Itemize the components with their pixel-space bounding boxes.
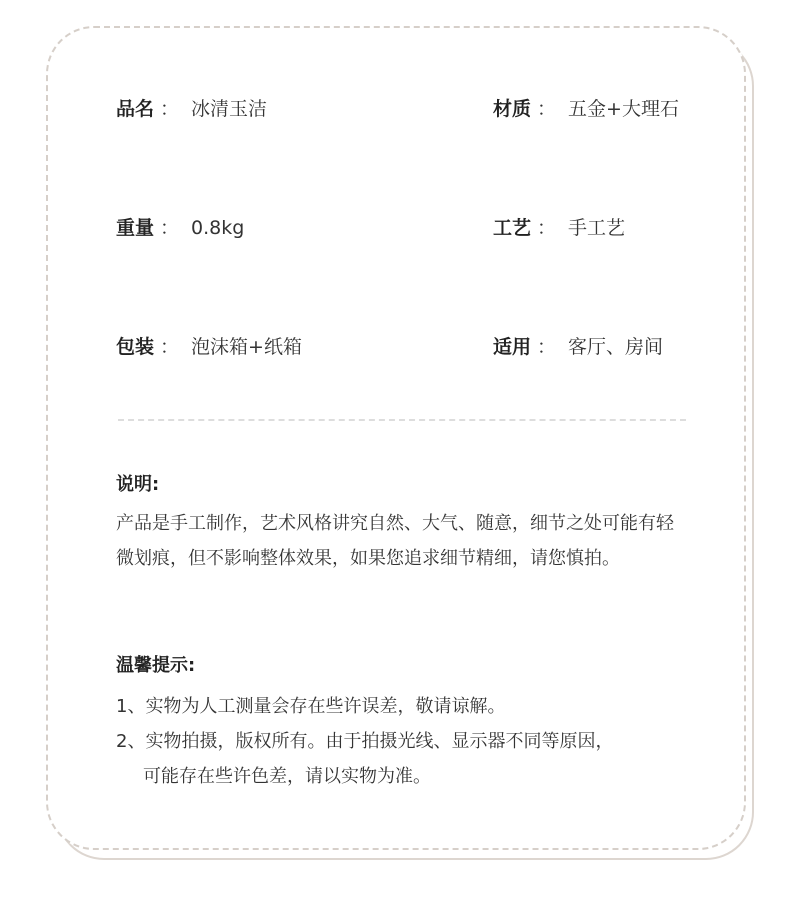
spec-craft: 工艺 ： 手工艺: [493, 217, 626, 239]
spec-value: 0.8kg: [191, 217, 245, 239]
description-heading: 说明:: [116, 474, 160, 495]
tip-item-2-continued: 可能存在些许色差，请以实物为准。: [143, 766, 431, 787]
spec-packaging: 包装 ： 泡沫箱+纸箱: [116, 336, 302, 358]
spec-label: 适用: [493, 336, 532, 358]
description-text: 产品是手工制作，艺术风格讲究自然、大气、随意，细节之处可能有轻微划痕，但不影响整体效果，如果您追求细节精细，请您慎拍。: [116, 513, 674, 569]
spec-value: 手工艺: [568, 217, 626, 239]
spec-label: 品名: [116, 98, 155, 120]
spec-value: 泡沫箱+纸箱: [191, 336, 302, 358]
tip-item-1: 1、实物为人工测量会存在些许误差，敬请谅解。: [116, 696, 506, 717]
section-divider: [118, 419, 686, 421]
spec-weight: 重量 ： 0.8kg: [116, 217, 245, 239]
spec-usage: 适用 ： 客厅、房间: [493, 336, 664, 358]
spec-label: 包装: [116, 336, 155, 358]
spec-name: 品名 ： 冰清玉洁: [116, 98, 268, 120]
tip-item-2: 2、实物拍摄，版权所有。由于拍摄光线、显示器不同等原因，: [116, 731, 614, 752]
spec-material: 材质 ： 五金+大理石: [493, 98, 679, 120]
tips-heading: 温馨提示:: [116, 655, 196, 676]
spec-value: 冰清玉洁: [191, 98, 268, 120]
spec-value: 客厅、房间: [568, 336, 664, 358]
spec-label: 重量: [116, 217, 155, 239]
spec-value: 五金+大理石: [568, 98, 679, 120]
spec-label: 工艺: [493, 217, 532, 239]
spec-label: 材质: [493, 98, 532, 120]
